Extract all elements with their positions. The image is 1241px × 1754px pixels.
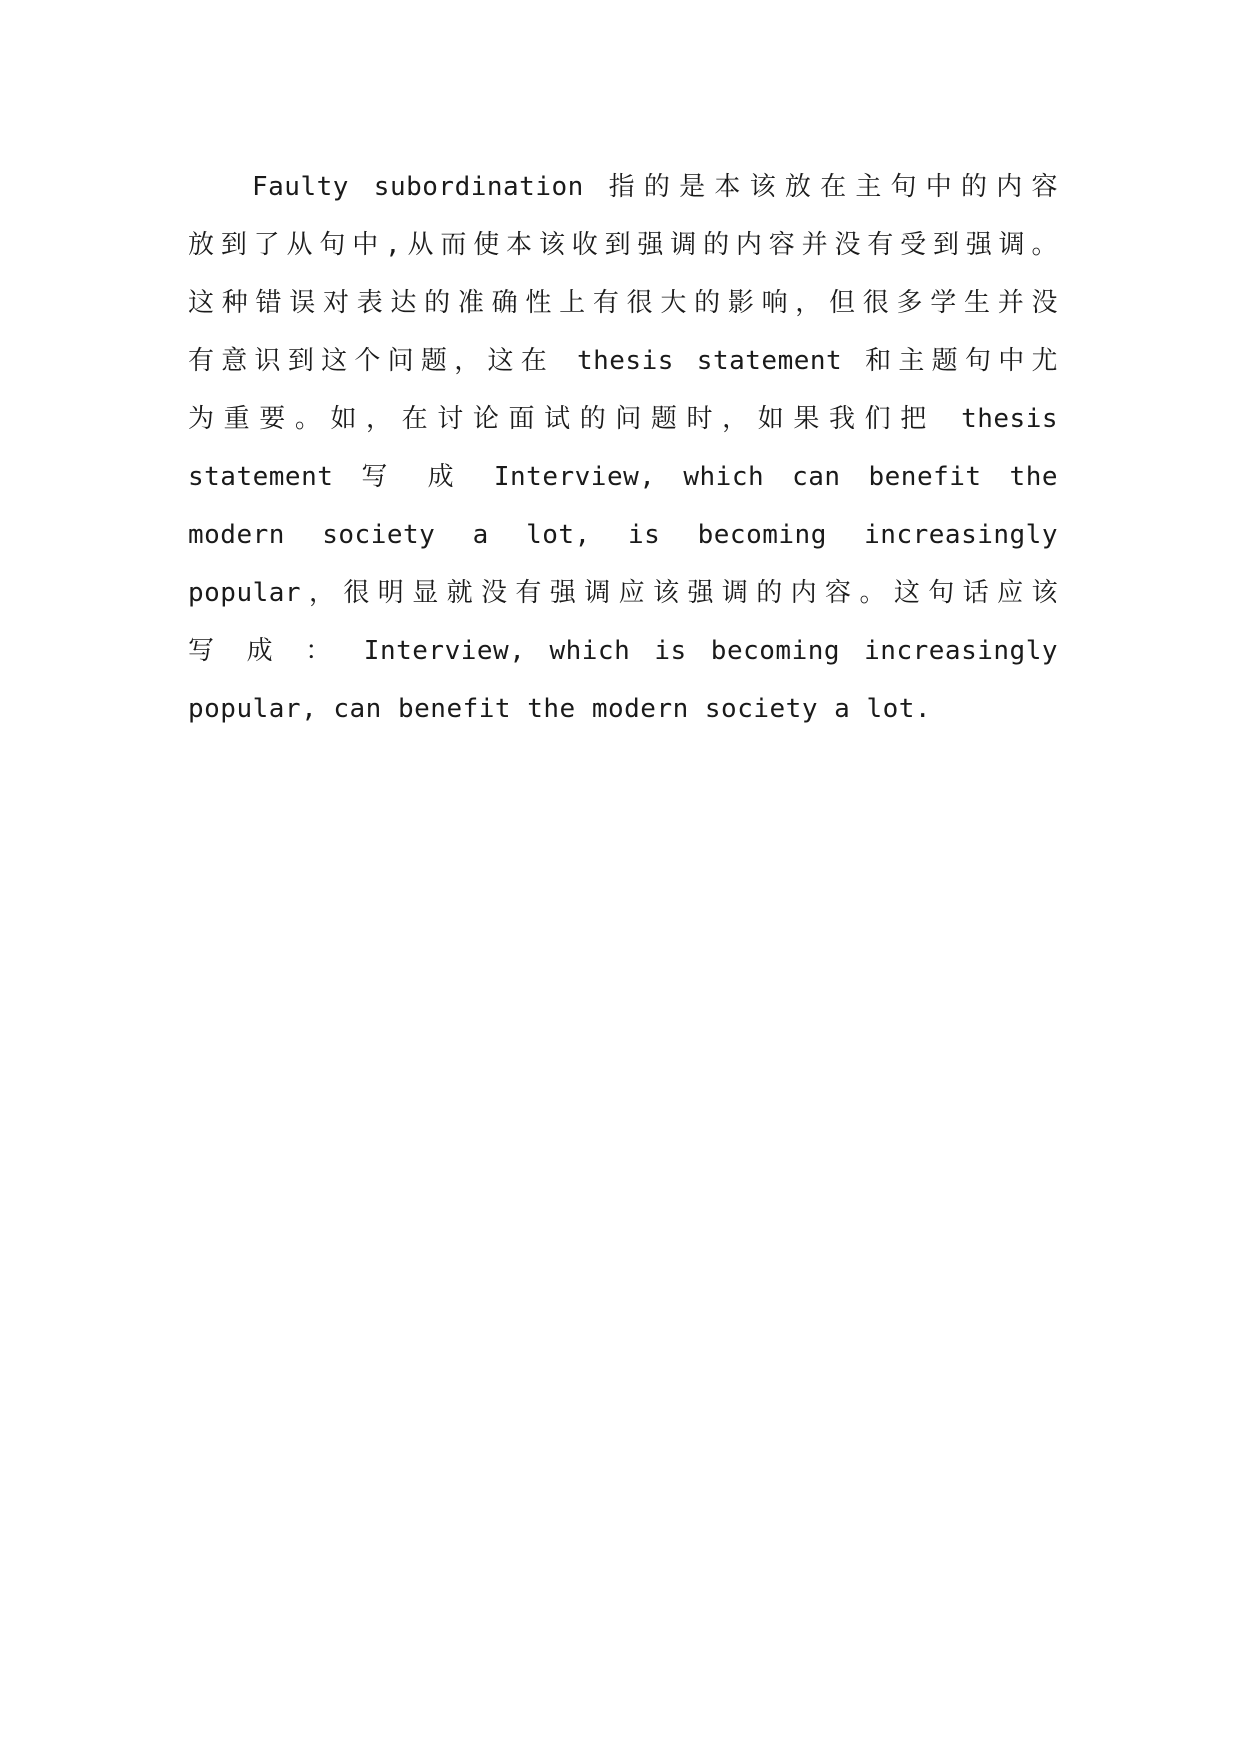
paragraph-line-2: 放到了从句中,从而使本该收到强调的内容并没有受到强调。: [188, 230, 1058, 260]
paragraph-line-10: popular, can benefit the modern society a lot.: [188, 694, 932, 724]
paragraph-line-1: Faulty subordination 指的是本该放在主句中的内容: [252, 172, 1058, 202]
paragraph-line-3: 这种错误对表达的准确性上有很大的影响，但很多学生并没: [188, 288, 1058, 318]
paragraph-line-9: 写 成 ： Interview, which is becoming increasingly: [188, 636, 1058, 666]
paragraph-line-5: 为重要。如，在讨论面试的问题时，如果我们把 thesis: [188, 404, 1058, 434]
paragraph-line-4: 有意识到这个问题，这在 thesis statement 和主题句中尤: [188, 346, 1058, 376]
paragraph-line-8: popular，很明显就没有强调应该强调的内容。这句话应该: [188, 578, 1058, 608]
body-paragraph: [188, 158, 1058, 738]
paragraph-line-7: modern society a lot, is becoming increasingly: [188, 520, 1058, 550]
paragraph-line-6: statement 写 成 Interview, which can benefit the: [188, 462, 1058, 492]
